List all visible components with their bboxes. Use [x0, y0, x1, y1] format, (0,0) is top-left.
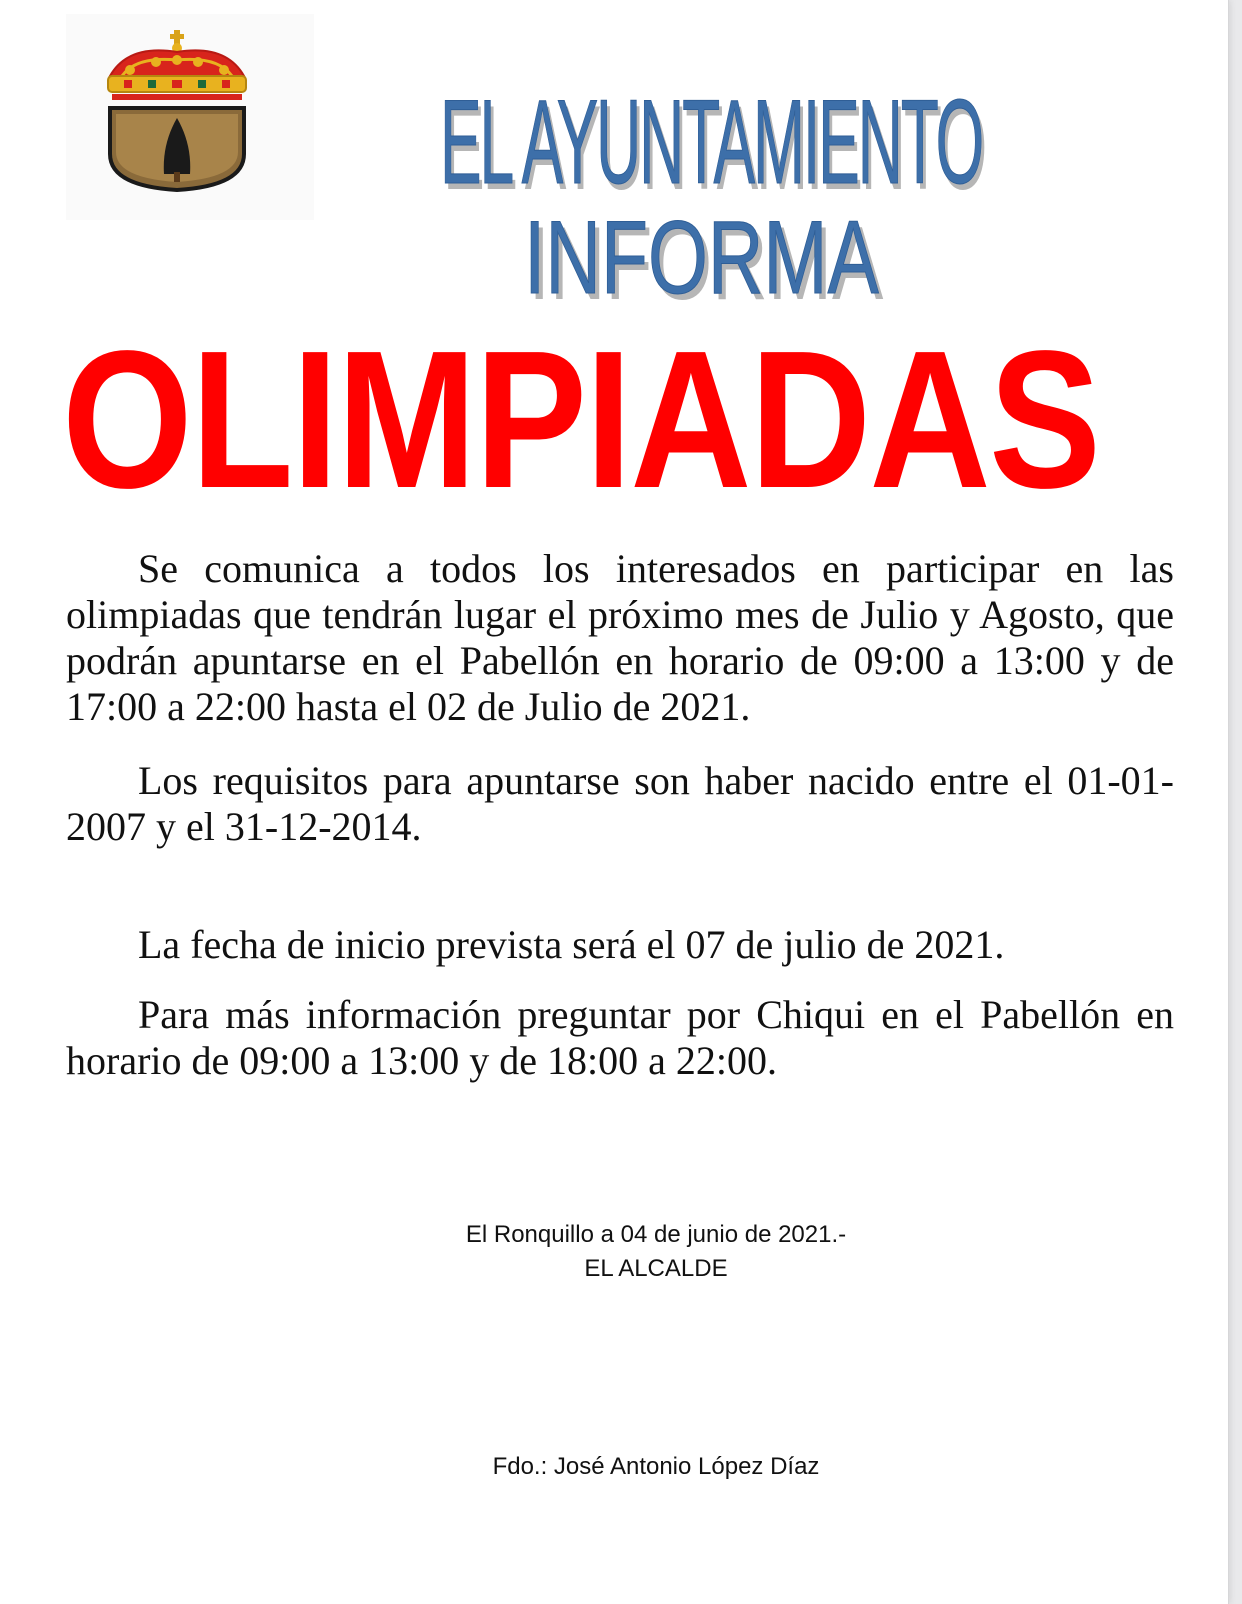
paragraph-registration: Se comunica a todos los interesados en participar en las olimpiadas que tendrán lugar el próximo mes de Julio y Agosto, que podrán apuntarse en el Pabellón en horario de 09:00 a 13:00 y de 17:00 a 22:00 hasta el 02 de Julio de 2021. [66, 546, 1174, 729]
page-title: OLIMPIADAS [62, 310, 1100, 529]
paragraph-requirements: Los requisitos para apuntarse son haber nacido entre el 01-01-2007 y el 31-12-2014. [66, 758, 1174, 849]
header-line2: INFORMA [524, 200, 879, 316]
signature-place-date: El Ronquillo a 04 de junio de 2021.- [465, 1221, 847, 1248]
coat-of-arms-icon [66, 14, 314, 220]
signature-name: Fdo.: José Antonio López Díaz [492, 1453, 820, 1480]
paragraph-start-date: La fecha de inicio prevista será el 07 de julio de 2021. [138, 922, 1005, 967]
signature-role: EL ALCALDE [584, 1255, 728, 1282]
header-line1: EL AYUNTAMIENTO [440, 75, 983, 209]
paragraph-more-info: Para más información preguntar por Chiqui en el Pabellón en horario de 09:00 a 13:00 y de 18:00 a 22:00. [66, 992, 1174, 1083]
